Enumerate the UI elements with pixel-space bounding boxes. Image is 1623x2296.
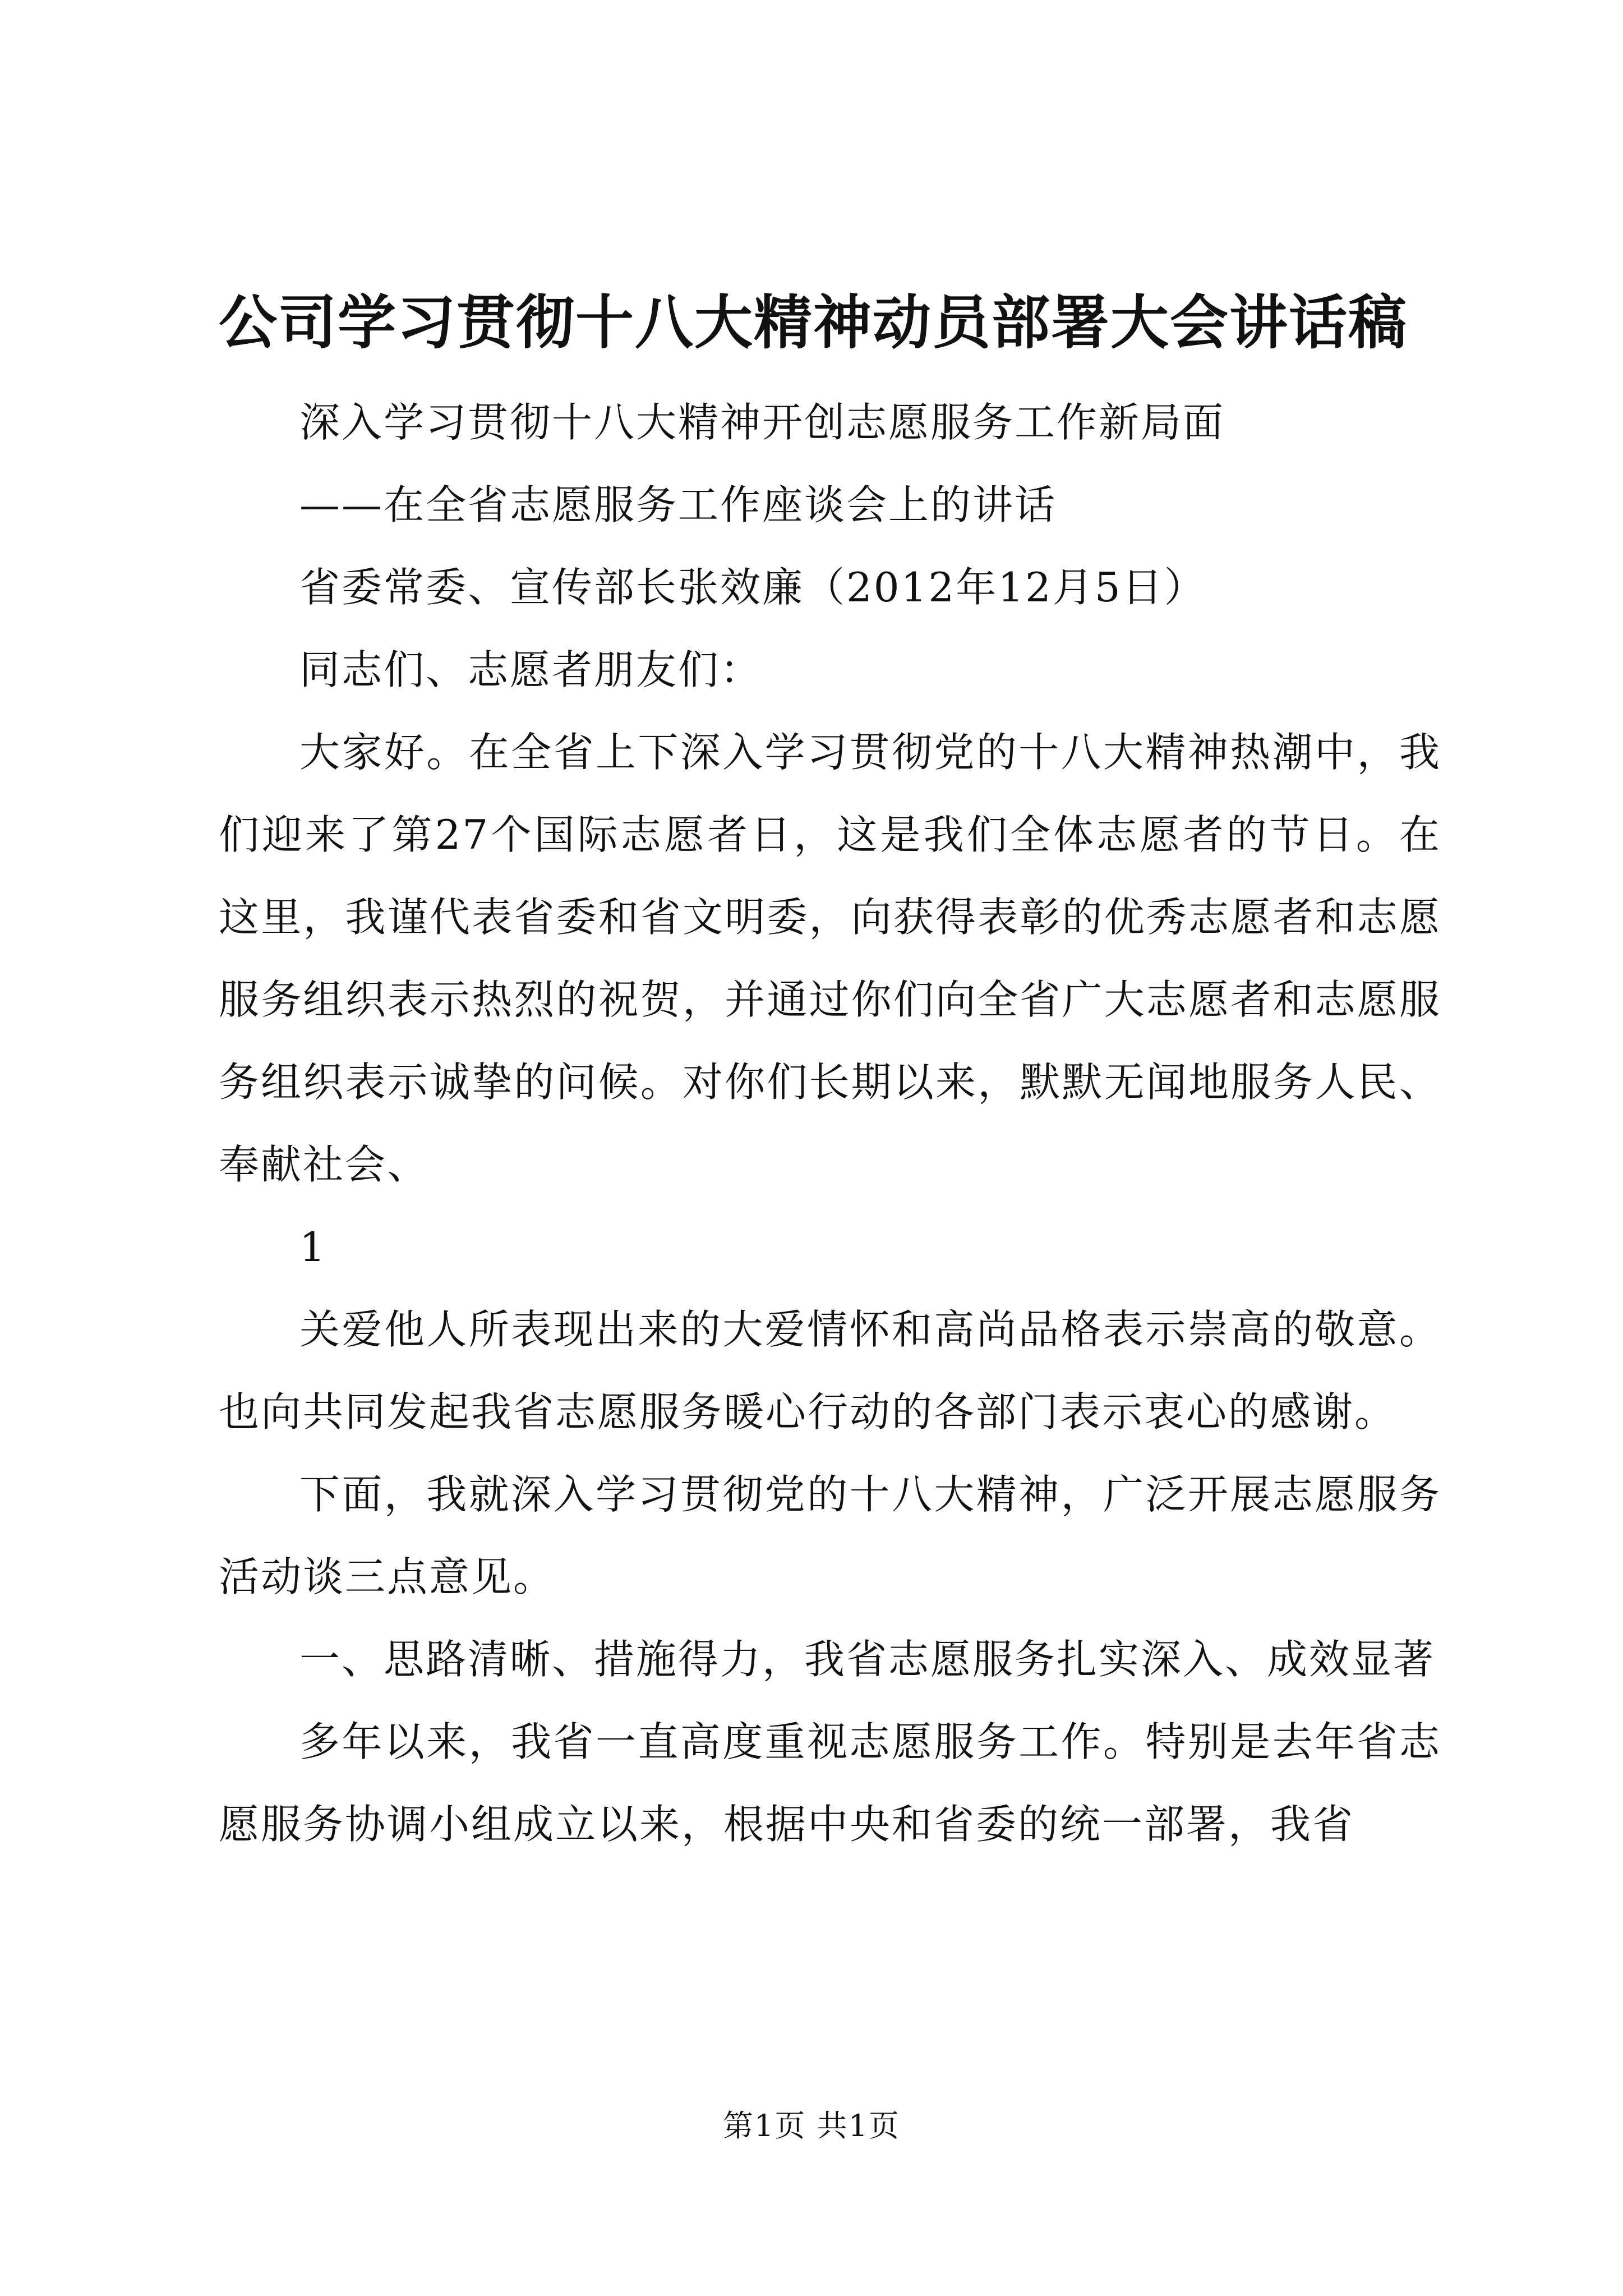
paragraph-section-one-body: 多年以来，我省一直高度重视志愿服务工作。特别是去年省志愿服务协调小组成立以来，根据中央和省委的统一部署，我省 — [219, 1718, 1441, 1848]
document-title: 公司学习贯彻十八大精神动员部署大会讲话稿 — [219, 288, 1408, 357]
paragraph-speaker: 省委常委、宣传部长张效廉（2012年12月5日） — [299, 564, 1206, 611]
paragraph-occasion: ——在全省志愿服务工作座谈会上的讲话 — [299, 481, 1057, 528]
paragraph-salutation: 同志们、志愿者朋友们： — [299, 646, 763, 693]
paragraph-opening: 大家好。在全省上下深入学习贯彻党的十八大精神热潮中，我们迎来了第27个国际志愿者日，这是我们全体志愿者的节日。在这里，我谨代表省委和省文明委，向获得表彰的优秀志愿者和志愿服务组织表示热烈的祝贺，并通过你们向全省广大志愿者和志愿服务组织表示诚挚的问候。对你们长期以来，默默无闻地服务人民、奉献社会、 — [219, 729, 1441, 1188]
paragraph-section-one-heading: 一、思路清晰、措施得力，我省志愿服务扎实深入、成效显著 — [299, 1636, 1436, 1683]
page-footer: 第1页 共1页 — [723, 2108, 900, 2143]
paragraph-subtitle: 深入学习贯彻十八大精神开创志愿服务工作新局面 — [299, 399, 1225, 446]
paragraph-gratitude: 关爱他人所表现出来的大爱情怀和高尚品格表示崇高的敬意。也向共同发起我省志愿服务暖心行动的各部门表示衷心的感谢。 — [219, 1306, 1441, 1435]
document-body — [219, 381, 1441, 1866]
paragraph-page-number: 1 — [299, 1223, 327, 1271]
paragraph-intro: 下面，我就深入学习贯彻党的十八大精神，广泛开展志愿服务活动谈三点意见。 — [219, 1471, 1441, 1600]
